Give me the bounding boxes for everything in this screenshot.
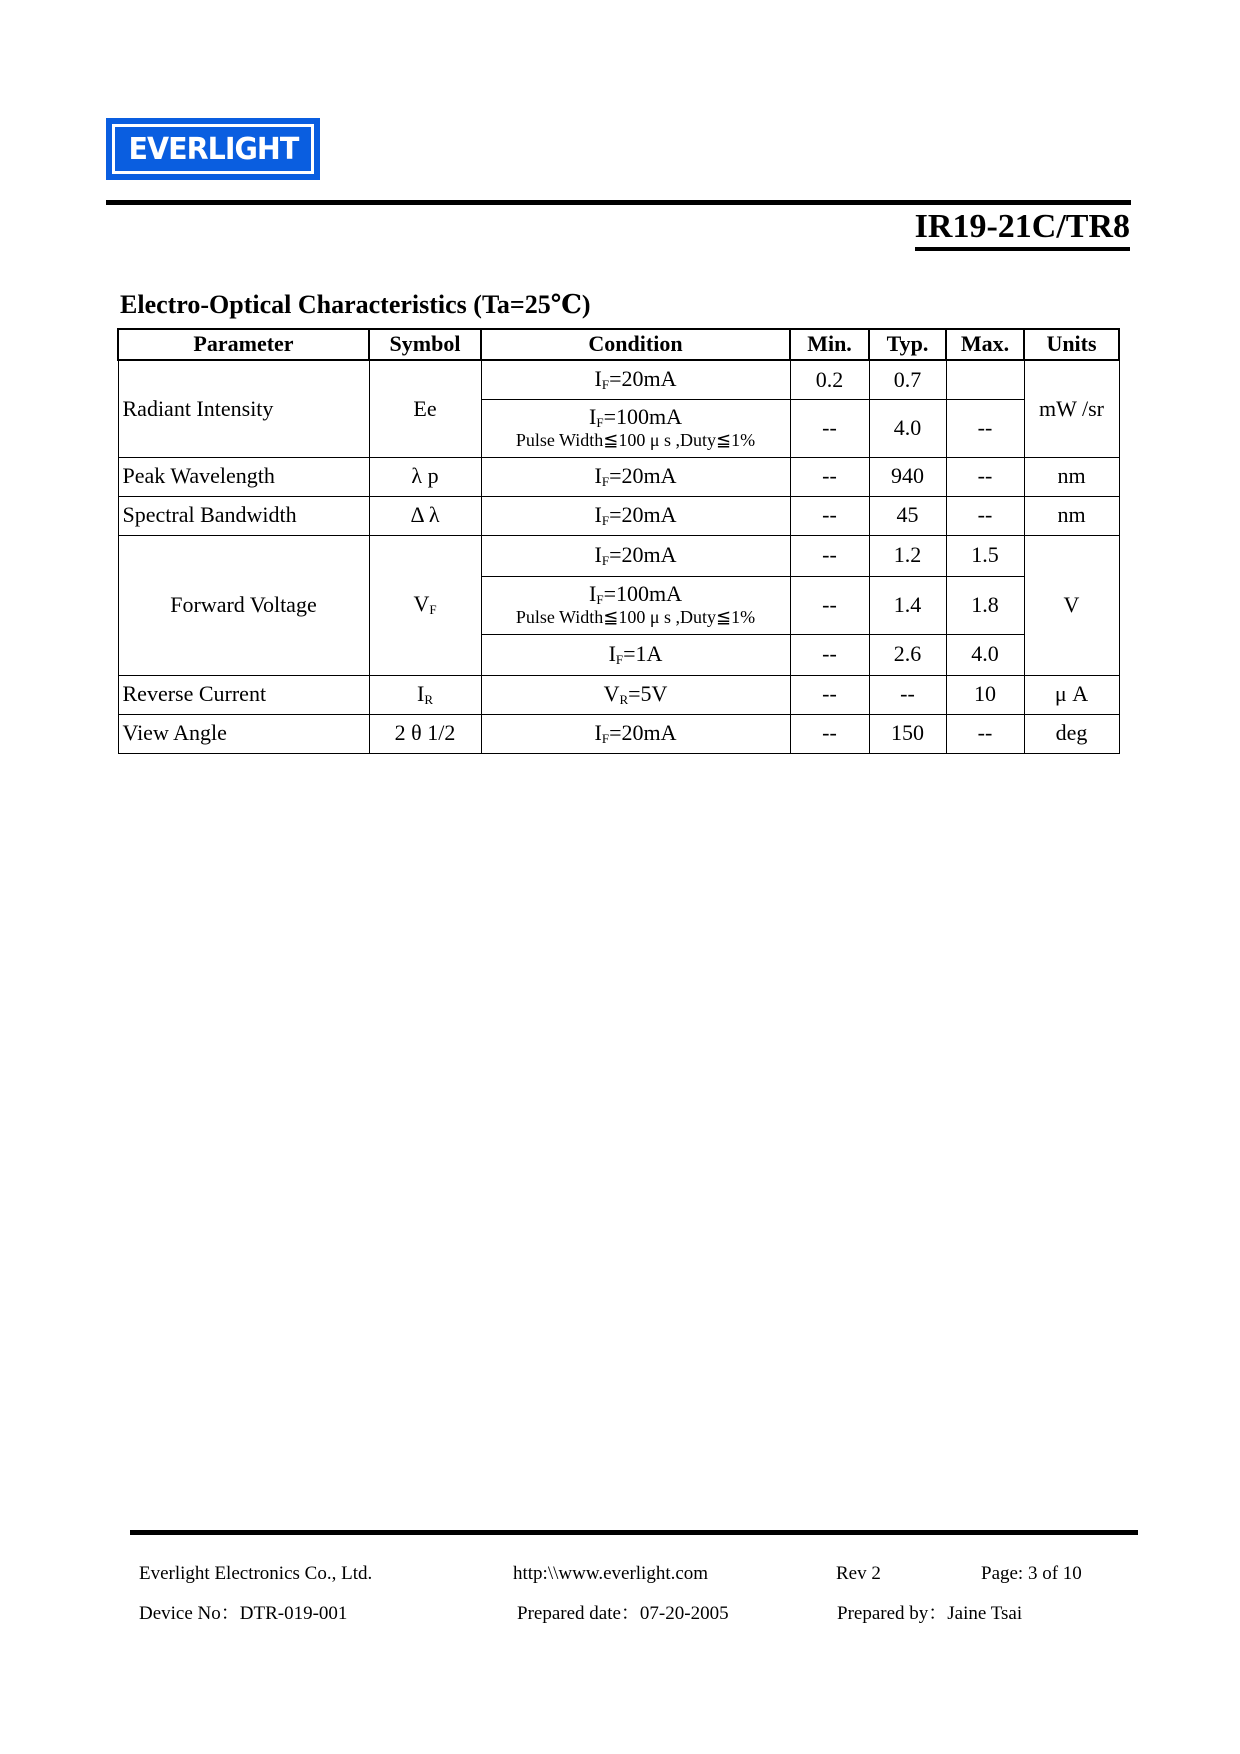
logo-text: EVERLIGHT	[128, 131, 298, 167]
max-cell: 4.0	[946, 634, 1024, 675]
condition-cell: $I_F=20mA$	[481, 535, 790, 576]
max-cell: --	[946, 457, 1024, 496]
min-cell: --	[790, 457, 869, 496]
min-cell: --	[790, 576, 869, 634]
parameter-cell: View Angle	[118, 714, 369, 753]
unit-cell: nm	[1024, 496, 1119, 535]
everlight-logo	[106, 118, 320, 180]
parameter-cell: Spectral Bandwidth	[118, 496, 369, 535]
electro-optical-table	[117, 328, 1120, 754]
footer-device-no: Device No：DTR-019-001	[139, 1603, 348, 1624]
parameter-cell: Peak Wavelength	[118, 457, 369, 496]
table-row	[118, 457, 1119, 496]
condition-cell: $V_R=5V$	[481, 675, 790, 714]
typ-cell: 1.4	[869, 576, 946, 634]
unit-cell: V	[1024, 535, 1119, 675]
condition-cell: $I_F=20mA$	[481, 360, 790, 399]
max-cell: --	[946, 399, 1024, 457]
symbol-cell: $V_F$	[369, 535, 481, 675]
parameter-cell: Radiant Intensity	[118, 360, 369, 457]
symbol-cell: Ee	[369, 360, 481, 457]
symbol-cell: λ p	[369, 457, 481, 496]
pulse-note: Pulse Width≦100 μ s ,Duty≦1%	[515, 429, 756, 450]
condition-cell: $I_F=1A$	[481, 634, 790, 675]
table-header-row	[118, 329, 1119, 360]
min-cell: 0.2	[790, 360, 869, 399]
footer-prepared-by: Prepared by：Jaine Tsai	[837, 1603, 1023, 1624]
typ-cell: 2.6	[869, 634, 946, 675]
footer-divider	[130, 1530, 1138, 1535]
unit-cell: deg	[1024, 714, 1119, 753]
min-cell: --	[790, 535, 869, 576]
unit-cell: mW /sr	[1024, 360, 1119, 457]
typ-cell: 45	[869, 496, 946, 535]
condition-cell: $I_F=100mA$ Pulse Width≦100 μ s ,Duty≦1%	[481, 399, 790, 457]
column-header: Min.	[790, 329, 869, 360]
typ-cell: 150	[869, 714, 946, 753]
logo-frame	[112, 124, 314, 174]
column-header: Parameter	[118, 329, 369, 360]
condition-cell: $I_F=20mA$	[481, 457, 790, 496]
column-header: Max.	[946, 329, 1024, 360]
table-row	[118, 360, 1119, 399]
max-cell: 1.5	[946, 535, 1024, 576]
typ-cell: 0.7	[869, 360, 946, 399]
section-title: Electro-Optical Characteristics (Ta=25℃)	[120, 290, 591, 319]
min-cell: --	[790, 634, 869, 675]
condition-cell: $I_F=20mA$	[481, 714, 790, 753]
typ-cell: 940	[869, 457, 946, 496]
table-row	[118, 535, 1119, 576]
condition-cell: $I_F=100mA$ Pulse Width≦100 μ s ,Duty≦1%	[481, 576, 790, 634]
min-cell: --	[790, 675, 869, 714]
min-cell: --	[790, 399, 869, 457]
parameter-cell: Reverse Current	[118, 675, 369, 714]
table-row	[118, 714, 1119, 753]
footer-page-number: Page: 3 of 10	[981, 1563, 1082, 1584]
footer-prepared-date: Prepared date：07-20-2005	[517, 1603, 729, 1624]
footer-company: Everlight Electronics Co., Ltd.	[139, 1563, 373, 1584]
max-cell: 10	[946, 675, 1024, 714]
column-header: Symbol	[369, 329, 481, 360]
min-cell: --	[790, 496, 869, 535]
symbol-cell: Δ λ	[369, 496, 481, 535]
symbol-cell: $I_R$	[369, 675, 481, 714]
parameter-cell: Forward Voltage	[118, 535, 369, 675]
typ-cell: --	[869, 675, 946, 714]
max-cell	[946, 360, 1024, 399]
typ-cell: 4.0	[869, 399, 946, 457]
unit-cell: nm	[1024, 457, 1119, 496]
column-header: Units	[1024, 329, 1119, 360]
header-divider	[106, 200, 1131, 205]
max-cell: --	[946, 714, 1024, 753]
column-header: Typ.	[869, 329, 946, 360]
symbol-cell: 2 θ 1/2	[369, 714, 481, 753]
footer-website[interactable]: http:\\www.everlight.com	[513, 1563, 709, 1584]
min-cell: --	[790, 714, 869, 753]
column-header: Condition	[481, 329, 790, 360]
unit-cell: μ A	[1024, 675, 1119, 714]
table-row	[118, 675, 1119, 714]
typ-cell: 1.2	[869, 535, 946, 576]
condition-cell: $I_F=20mA$	[481, 496, 790, 535]
footer-revision: Rev 2	[836, 1563, 881, 1584]
part-number-title: IR19-21C/TR8	[915, 208, 1130, 251]
max-cell: 1.8	[946, 576, 1024, 634]
max-cell: --	[946, 496, 1024, 535]
pulse-note: Pulse Width≦100 μ s ,Duty≦1%	[515, 606, 756, 627]
table-row	[118, 496, 1119, 535]
